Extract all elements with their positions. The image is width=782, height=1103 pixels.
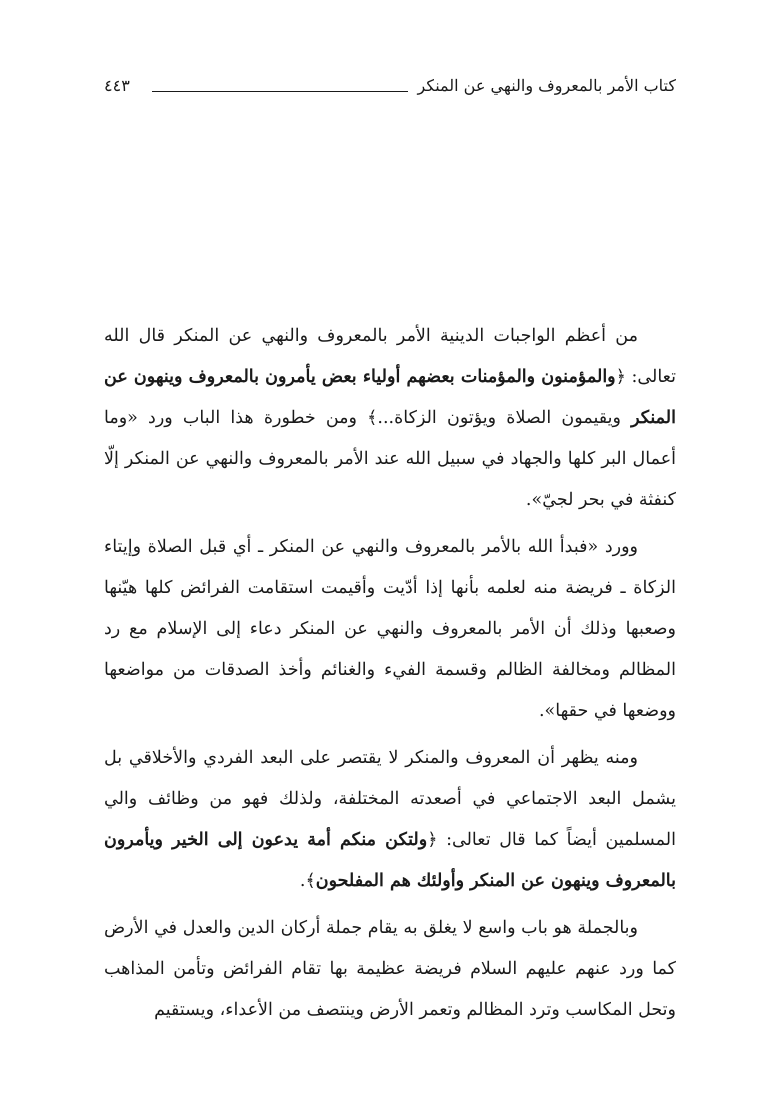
paragraph-1-text-cont: ويقيمون الصلاة ويؤتون الزكاة...﴾ ومن خطورة هذا الباب ورد «وما أعمال البر كلها والجهاد في سبيل الله عند الأمر بالمعروف والنهي عن المنكر إلّا كنفثة في بحر لجيّ». [104, 408, 676, 510]
paragraph-2-text: وورد «فبدأ الله بالأمر بالمعروف والنهي عن المنكر ـ أي قبل الصلاة وإيتاء الزكاة ـ فريضة منه لعلمه بأنها إذا أدّيت وأقيمت استقامت الفرائض كلها هيّنها وصعبها وذلك أن الأمر بالمعروف والنهي عن المنكر دعاء إلى الإسلام مع رد المظالم ومخالفة الظالم وقسمة الفيء والغنائم وأخذ الصدقات من مواضعها ووضعها في حقها». [104, 537, 676, 721]
paragraph-3 [104, 738, 676, 902]
body-text [104, 316, 676, 1037]
running-header-title: كتاب الأمر بالمعروف والنهي عن المنكر [417, 76, 676, 95]
page-number: ٤٤٣ [104, 76, 130, 95]
paragraph-4 [104, 908, 676, 1031]
paragraph-1-text: من أعظم الواجبات الدينية الأمر بالمعروف والنهي عن المنكر قال الله تعالى: ﴿ [104, 326, 676, 387]
quran-quote-2: ولتكن منكم أمة يدعون إلى الخير ويأمرون بالمعروف وينهون عن المنكر وأولئك هم المفلحون [104, 830, 676, 891]
paragraph-2 [104, 527, 676, 732]
running-header [104, 74, 676, 100]
header-rule [152, 91, 408, 92]
paragraph-4-text: وبالجملة هو باب واسع لا يغلق به يقام جملة أركان الدين والعدل في الأرض كما ورد عنهم عليهم السلام فريضة عظيمة بها تقام الفرائض وتأمن المذاهب وتحل المكاسب وترد المظالم وتعمر الأرض وينتصف من الأعداء، ويستقيم [104, 918, 676, 1020]
paragraph-3-text-end: ﴾. [299, 871, 316, 891]
paragraph-1 [104, 316, 676, 521]
quran-quote-1: والمؤمنون والمؤمنات بعضهم أولياء بعض يأمرون بالمعروف وينهون عن المنكر [104, 367, 676, 428]
paragraph-3-text: ومنه يظهر أن المعروف والمنكر لا يقتصر على البعد الفردي والأخلاقي بل يشمل البعد الاجتماعي في أصعدته المختلفة، ولذلك فهو من وظائف والي المسلمين أيضاً كما قال تعالى: ﴿ [104, 748, 676, 850]
